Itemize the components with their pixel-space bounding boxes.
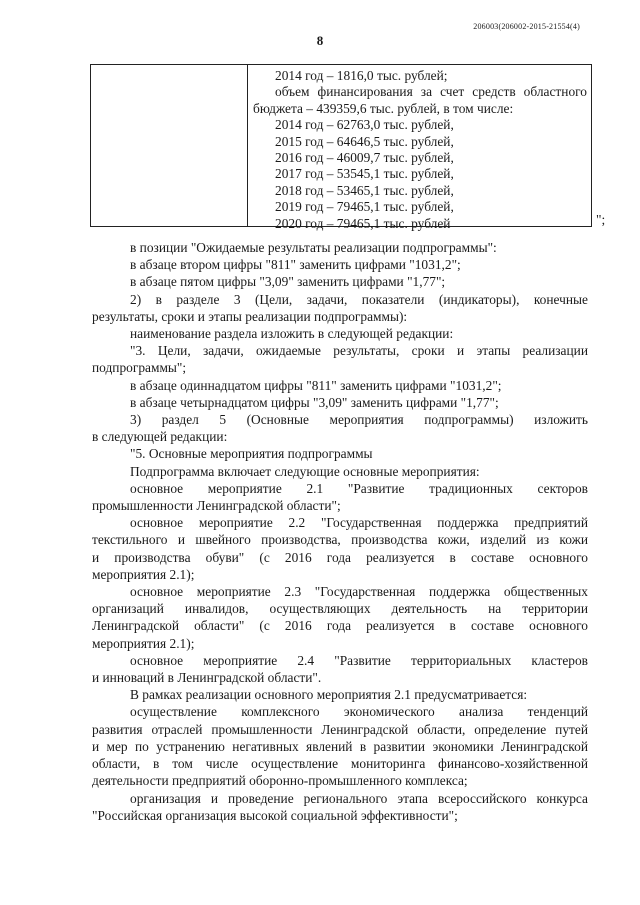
paragraph-line: основное мероприятие 2.3 "Государственная поддержка общественных [130,584,588,600]
document-body [92,239,588,824]
paragraph-line: развития отраслей промышленности Ленинградской области, определение путей [92,721,588,737]
paragraph-line: и мер по устранению негативных явлений в развитии экономики Ленинградской [92,738,588,754]
financing-table [90,64,592,231]
paragraph-line: и производства обуви" (с 2016 года реализуется в составе основного [92,549,588,565]
table-line: 2020 год – 79465,1 тыс. рублей [275,215,451,231]
paragraph-line: 3) раздел 5 (Основные мероприятия подпрограммы) изложить [130,412,588,428]
paragraph-line: и инноваций в Ленинградской области". [92,670,322,686]
paragraph-line: в позиции "Ожидаемые результаты реализации подпрограммы": [130,240,497,255]
paragraph-line: мероприятия 2.1); [92,635,195,651]
paragraph-line: Подпрограмма включает следующие основные мероприятия: [130,463,480,479]
paragraph-line: осуществление комплексного экономического анализа тенденций [130,704,588,720]
table-line: бюджета – 439359,6 тыс. рублей, в том числе: [253,100,514,116]
table-line: 2014 год – 1816,0 тыс. рублей; [275,68,448,83]
document-id: 206003(206002-2015-21554(4) [473,22,580,31]
table-closing-quote: "; [596,212,606,227]
paragraph-line: "5. Основные мероприятия подпрограммы [130,446,373,462]
paragraph-line: наименование раздела изложить в следующей редакции: [130,326,454,342]
table-line: 2017 год – 53545,1 тыс. рублей, [275,166,454,182]
paragraph-line: "3. Цели, задачи, ожидаемые результаты, сроки и этапы реализации [130,343,588,359]
paragraph-line: в абзаце втором цифры "811" заменить цифрами "1031,2"; [130,257,461,273]
table-line: 2018 год – 53465,1 тыс. рублей, [275,182,454,198]
paragraph-line: деятельности предприятий оборонно-промышленного комплекса; [92,773,468,789]
paragraph-line: В рамках реализации основного мероприятия 2.1 предусматривается: [130,687,528,703]
paragraph-line: основное мероприятие 2.1 "Развитие традиционных секторов [130,480,588,496]
paragraph-line: в абзаце пятом цифры "3,09" заменить цифрами "1,77"; [130,274,446,290]
table-column-divider [247,65,248,226]
table-line: 2014 год – 62763,0 тыс. рублей, [275,117,454,133]
paragraph-line: результаты, сроки и этапы реализации подпрограммы): [92,308,408,324]
paragraph-line: подпрограммы"; [92,360,187,376]
paragraph-line: основное мероприятие 2.4 "Развитие территориальных кластеров [130,652,588,668]
paragraph-line: в следующей редакции: [92,429,228,445]
page-number: 8 [316,33,324,48]
paragraph-line: области, в том числе осуществление мониторинга финансово-хозяйственной [92,756,588,772]
paragraph-line: текстильного и швейного производства, производства кожи, изделий из кожи [92,532,588,548]
paragraph-line: мероприятия 2.1); [92,566,195,582]
paragraph-line: промышленности Ленинградской области"; [92,498,341,514]
paragraph-line: "Российская организация высокой социальной эффективности"; [92,807,458,823]
paragraph-line: организация и проведение регионального этапа всероссийского конкурса [130,790,588,806]
table-line: 2015 год – 64646,5 тыс. рублей, [275,133,454,149]
paragraph-line: основное мероприятие 2.2 "Государственная поддержка предприятий [130,515,588,531]
paragraph-line: в абзаце четырнадцатом цифры "3,09" заменить цифрами "1,77"; [130,394,499,410]
table-line: 2019 год – 79465,1 тыс. рублей, [275,199,454,215]
paragraph-line: в абзаце одиннадцатом цифры "811" заменить цифрами "1031,2"; [130,377,502,393]
paragraph-line: Ленинградской области" (с 2016 года реализуется в составе основного [92,618,588,634]
table-line: объем финансирования за счет средств областного [275,84,587,100]
paragraph-line: организаций инвалидов, осуществляющих деятельность на территории [92,601,588,617]
table-line: 2016 год – 46009,7 тыс. рублей, [275,150,454,166]
table-financing-cell [253,68,587,232]
paragraph-line: 2) в разделе 3 (Цели, задачи, показатели (индикаторы), конечные [130,291,588,307]
